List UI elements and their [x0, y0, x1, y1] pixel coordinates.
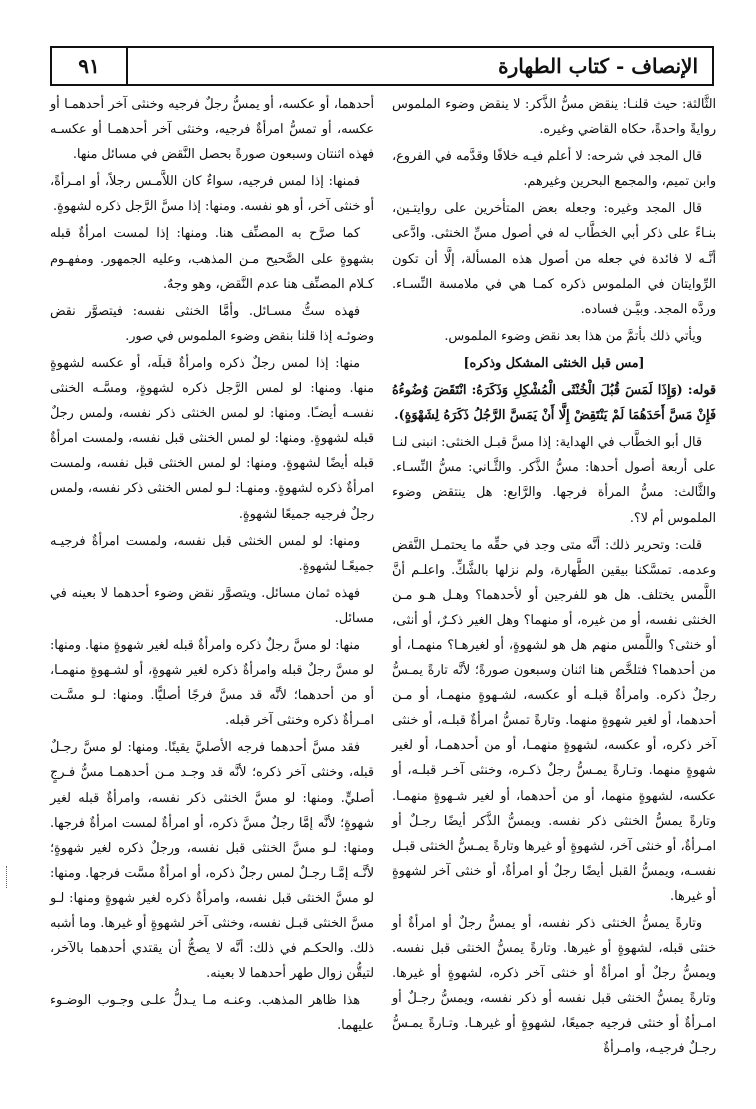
paragraph: الثَّالثة: حيث قلنـا: ينقض مسُّ الذَّكر: لا ينقض وضوء الملموس روايةً واحدةً، حكاه القاضي وغيره.: [392, 97, 716, 138]
paragraph: فمنها: إذا لمس فرجيه، سواءٌ كان اللاَّمـس رجلاً، أو امـرأةً، أو خنثى آخر، أو هو نفسه. ومنها: إذا مسَّ الرَّجل ذكره لشهوةٍ.: [50, 174, 374, 215]
quoted-text: قوله: (وَإِذَا لَمَسَ قُبُلَ الْخُنْثَى الْمُشْكِلِ وَذَكَرَهُ: انْتَقَضَ وُضُوءُهُ فَإِنْ مَسَّ أَحَدَهُمَا لَمْ يَنْتَقِضْ إِلَّا أَنْ يَمَسَّ الرَّجُلُ ذَكَرَهُ لِشَهْوَةٍ).: [392, 383, 716, 424]
page-number: ٩١: [78, 54, 100, 78]
page-title: الإنصاف - كتاب الطهارة: [498, 54, 698, 78]
paragraph: منها: لو مسَّ رجلٌ ذكره وامرأةٌ قبله لغير شهوةٍ منها. ومنها: لو مسَّ رجلٌ قبله وامرأةٌ ذكره لغير شهوةٍ، أو لشـهوةٍ منهمـا، أو من أحدهما؛ لأنَّه قد مسَّ فرجًا أصليًّا. ومنها: لـو مسَّـت امـرأةٌ ذكره وخنثى آخر قبله.: [50, 637, 374, 729]
paragraph: منها: إذا لمس رجلٌ ذكره وامرأةٌ قبلَه، أو عكسه لشهوةٍ منها. ومنها: لو لمس الرَّجل ذكره لشهوةٍ، ومسَّـه الخنثى نفسـه أيضـًا. ومنها: لو لمس الخنثى ذكر نفسه، ولمس رجلٌ قبله لشهوةٍ. ومنها: لو لمس الخنثى قبل نفسه، ولمست امرأةٌ قبله أيضًا لشهوةٍ. ومنها: لو لمس الخنثى قبل نفسه، ولمست امرأةٌ ذكره لشهوةٍ. ومنهـا: لـو لمس الخنثى ذكر نفسه، ولمس رجلٌ فرجيه جميعًا لشهوةٍ.: [50, 355, 374, 522]
header-divider: [126, 48, 128, 84]
page-header: [50, 46, 714, 86]
paragraph: ومنها: لو لمس الخنثى قبل نفسه، ولمست امرأةٌ فرجيـه جميعًـا لشهوةٍ.: [50, 533, 374, 574]
paragraph: فقد مسَّ أحدهما فرجه الأصليَّ يقينًا. ومنها: لو مسَّ رجـلٌ قبله، وخنثى آخر ذكره؛ لأنَّه قد وجـد مـن أحدهمـا مسُّ فـرجٍ أصليٍّ. ومنها: لو مسَّ الخنثى ذكر نفسه، وامرأةٌ قبله لغير شهوةٍ؛ لأنَّه إمَّا رجلٌ مسَّ ذكره، أو امرأةٌ لمست امرأةٌ فرجها. ومنها: لـو مسَّ الخنثى قبل نفسه، ورجلٌ ذكره لغير شهوةٍ؛ لأنَّـه إمَّـا رجـلٌ لمس رجلٌ ذكره، أو امرأةٌ مسَّت فرجها. ومنها: لو مسَّ الخنثى قبل نفسه، وامرأةٌ ذكره لغير شهوةٍ ومنها: لـو مسَّ الخنثى قبـل نفسه، وخنثى آخر لشهوةٍ أو غيرها. وما أشبه ذلك. والحكـم في ذلك: أنَّه لا يصحُّ أن يقتدي أحدهما بالآخر، لتيقُّن زوال طهر أحدهما لا بعينه.: [50, 740, 374, 982]
right-column: [392, 92, 716, 1064]
paragraph: قال المجد في شرحه: لا أعلم فيـه خلافًا وقدَّمه في الفروع، وابن تميم، والمجمع البحرين وغيرهم.: [392, 149, 716, 190]
paragraph: أحدهما، أو عكسه، أو يمسُّ رجلٌ فرجيه وخنثى آخر أحدهمـا أو عكسه، أو تمسُّ امرأةٌ فرجيه، وخنثى آخر أحدهمـا أو عكسـه فهذه اثنتان وسبعون صورةً بحصل النَّقض في مسائل منها.: [50, 97, 374, 163]
paragraph: قال المجد وغيره: وجعله بعض المتأخرين على روايتـين، بنـاءً على ذكر أبي الخطَّاب له في أصول مسِّ الخنثى. وادَّعى أنَّـه لا فائدة في جعله من أصول هذه المسألة، إلَّا أن تكون الرِّوايتان في الملموس ذكره كمـا هي في ملامسة النِّسـاء. وردَّه المجد. وبيَّـن فساده.: [392, 201, 716, 317]
paragraph: فهذه ثمان مسائل. ويتصوَّر نقض وضوء أحدهما لا بعينه في مسائل.: [50, 585, 374, 626]
paragraph: وتارةً يمسُّ الخنثى ذكر نفسه، أو يمسُّ رجلٌ أو امرأةٌ أو خنثى قبله، لشهوةٍ أو غيرها. وتارةً يمسُّ الخنثى قبل نفسه. ويمسُّ رجلٌ أو امرأةٌ أو خنثى آخر ذكره، لشهوةٍ أو غيرها. وتارةً يمسُّ الخنثى قبل نفسه أو ذكر نفسه، ويمسُّ رجـلٌ أو امـرأةٌ أو خنثى فرجيه جميعًا، لشهوةٍ أو غيرهـا. وتـارةً يمـسُّ رجـلٌ فرجيـه، وامـرأةٌ: [392, 916, 716, 1057]
paragraph: فهذه ستُّ مسـائل. وأمَّا الخنثى نفسه: فيتصوَّر نقض وضوئـه إذا قلنا بنقض وضوء الملموس في صور.: [50, 303, 374, 344]
paragraph: كما صرَّح به المصنِّف هنا. ومنها: إذا لمست امرأةٌ قبله بشهوةٍ على الصَّحيح مـن المذهب، وعليه الجمهور. ومفهـوم كـلام المصنِّف هنا عدم النَّقض، وهو وجهٌ.: [50, 226, 374, 292]
paragraph: قال أبو الخطَّاب في الهداية: إذا مسَّ قبـل الخنثى: انبنى لنـا على أربعة أصول أحدها: مسُّ الذَّكر. والثَّـاني: مسُّ النِّسـاء. والثَّالث: مسُّ المرأة فرجها. والرَّابع: هل ينتقض وضوء الملموس أم لا؟.: [392, 435, 716, 526]
margin-mark: [6, 866, 9, 888]
paragraph: ويأتي ذلك بأتمَّ من هذا بعد نقض وضوء الملموس.: [444, 328, 702, 344]
paragraph: هذا ظاهر المذهب. وعنـه مـا يـدلُّ علـى وجـوب الوضـوء عليهما.: [50, 993, 374, 1034]
section-heading: [مس قبل الخنثى المشكل وذكره]: [463, 355, 645, 371]
paragraph: قلت: وتحرير ذلك: أنَّه متى وجد في حقِّه ما يحتمـل النَّقض وعدمه. تمسَّكنا بيقين الطَّهارة، ولم نزلها بالشَّكِّ. واعلـم أنَّ اللَّمس يختلف. هل هو للفرجين أو لأحدهما؟ وهـل هـو مـن الخنثى نفسه، أو من غيره، أو منهما؟ وهل الغير ذكـرٌ، أو أنثى، أو خنثى؟ واللَّمس منهم هل هو لشهوةٍ، أو لغيرهـا؟ منهمـا، أو من أحدهما؟ فتلخَّص هنا اثنان وسبعون صورةً؛ لأنَّه تارةً يمـسُّ رجلٌ ذكره. وامرأةٌ قبلـه أو عكسه، لشـهوةٍ منهمـا، أو مـن أحدهما، أو لغير شهوةٍ منهما. وتارةً تمسُّ امرأةٌ قبلـه، أو خنثى آخر ذكره، أو عكسه، لشهوةٍ منهمـا، أو من أحدهمـا، أو لغير شهوةٍ منهما. وتـارةً يمـسُّ رجلٌ ذكـره، وخنثى آخـر قبلـه، أو عكسه، لشهوةٍ منهما، أو من أحدهما، أو لغير شـهوةٍ منهمـا. وتارةً يمسُّ الخنثى ذكر نفسه. ويمسُّ الذَّكر أيضًا رجـلٌ أو امـرأةٌ، أو خنثى آخر، لشهوةٍ أو غيرها وتارةً يمـسُّ الخنثى قبـل نفسـه، ويمسُّ القبل أيضًا رجلٌ أو امرأةٌ، أو خنثى آخر لشهوةٍ أو غيرها.: [392, 537, 716, 904]
left-column: [50, 92, 374, 1040]
